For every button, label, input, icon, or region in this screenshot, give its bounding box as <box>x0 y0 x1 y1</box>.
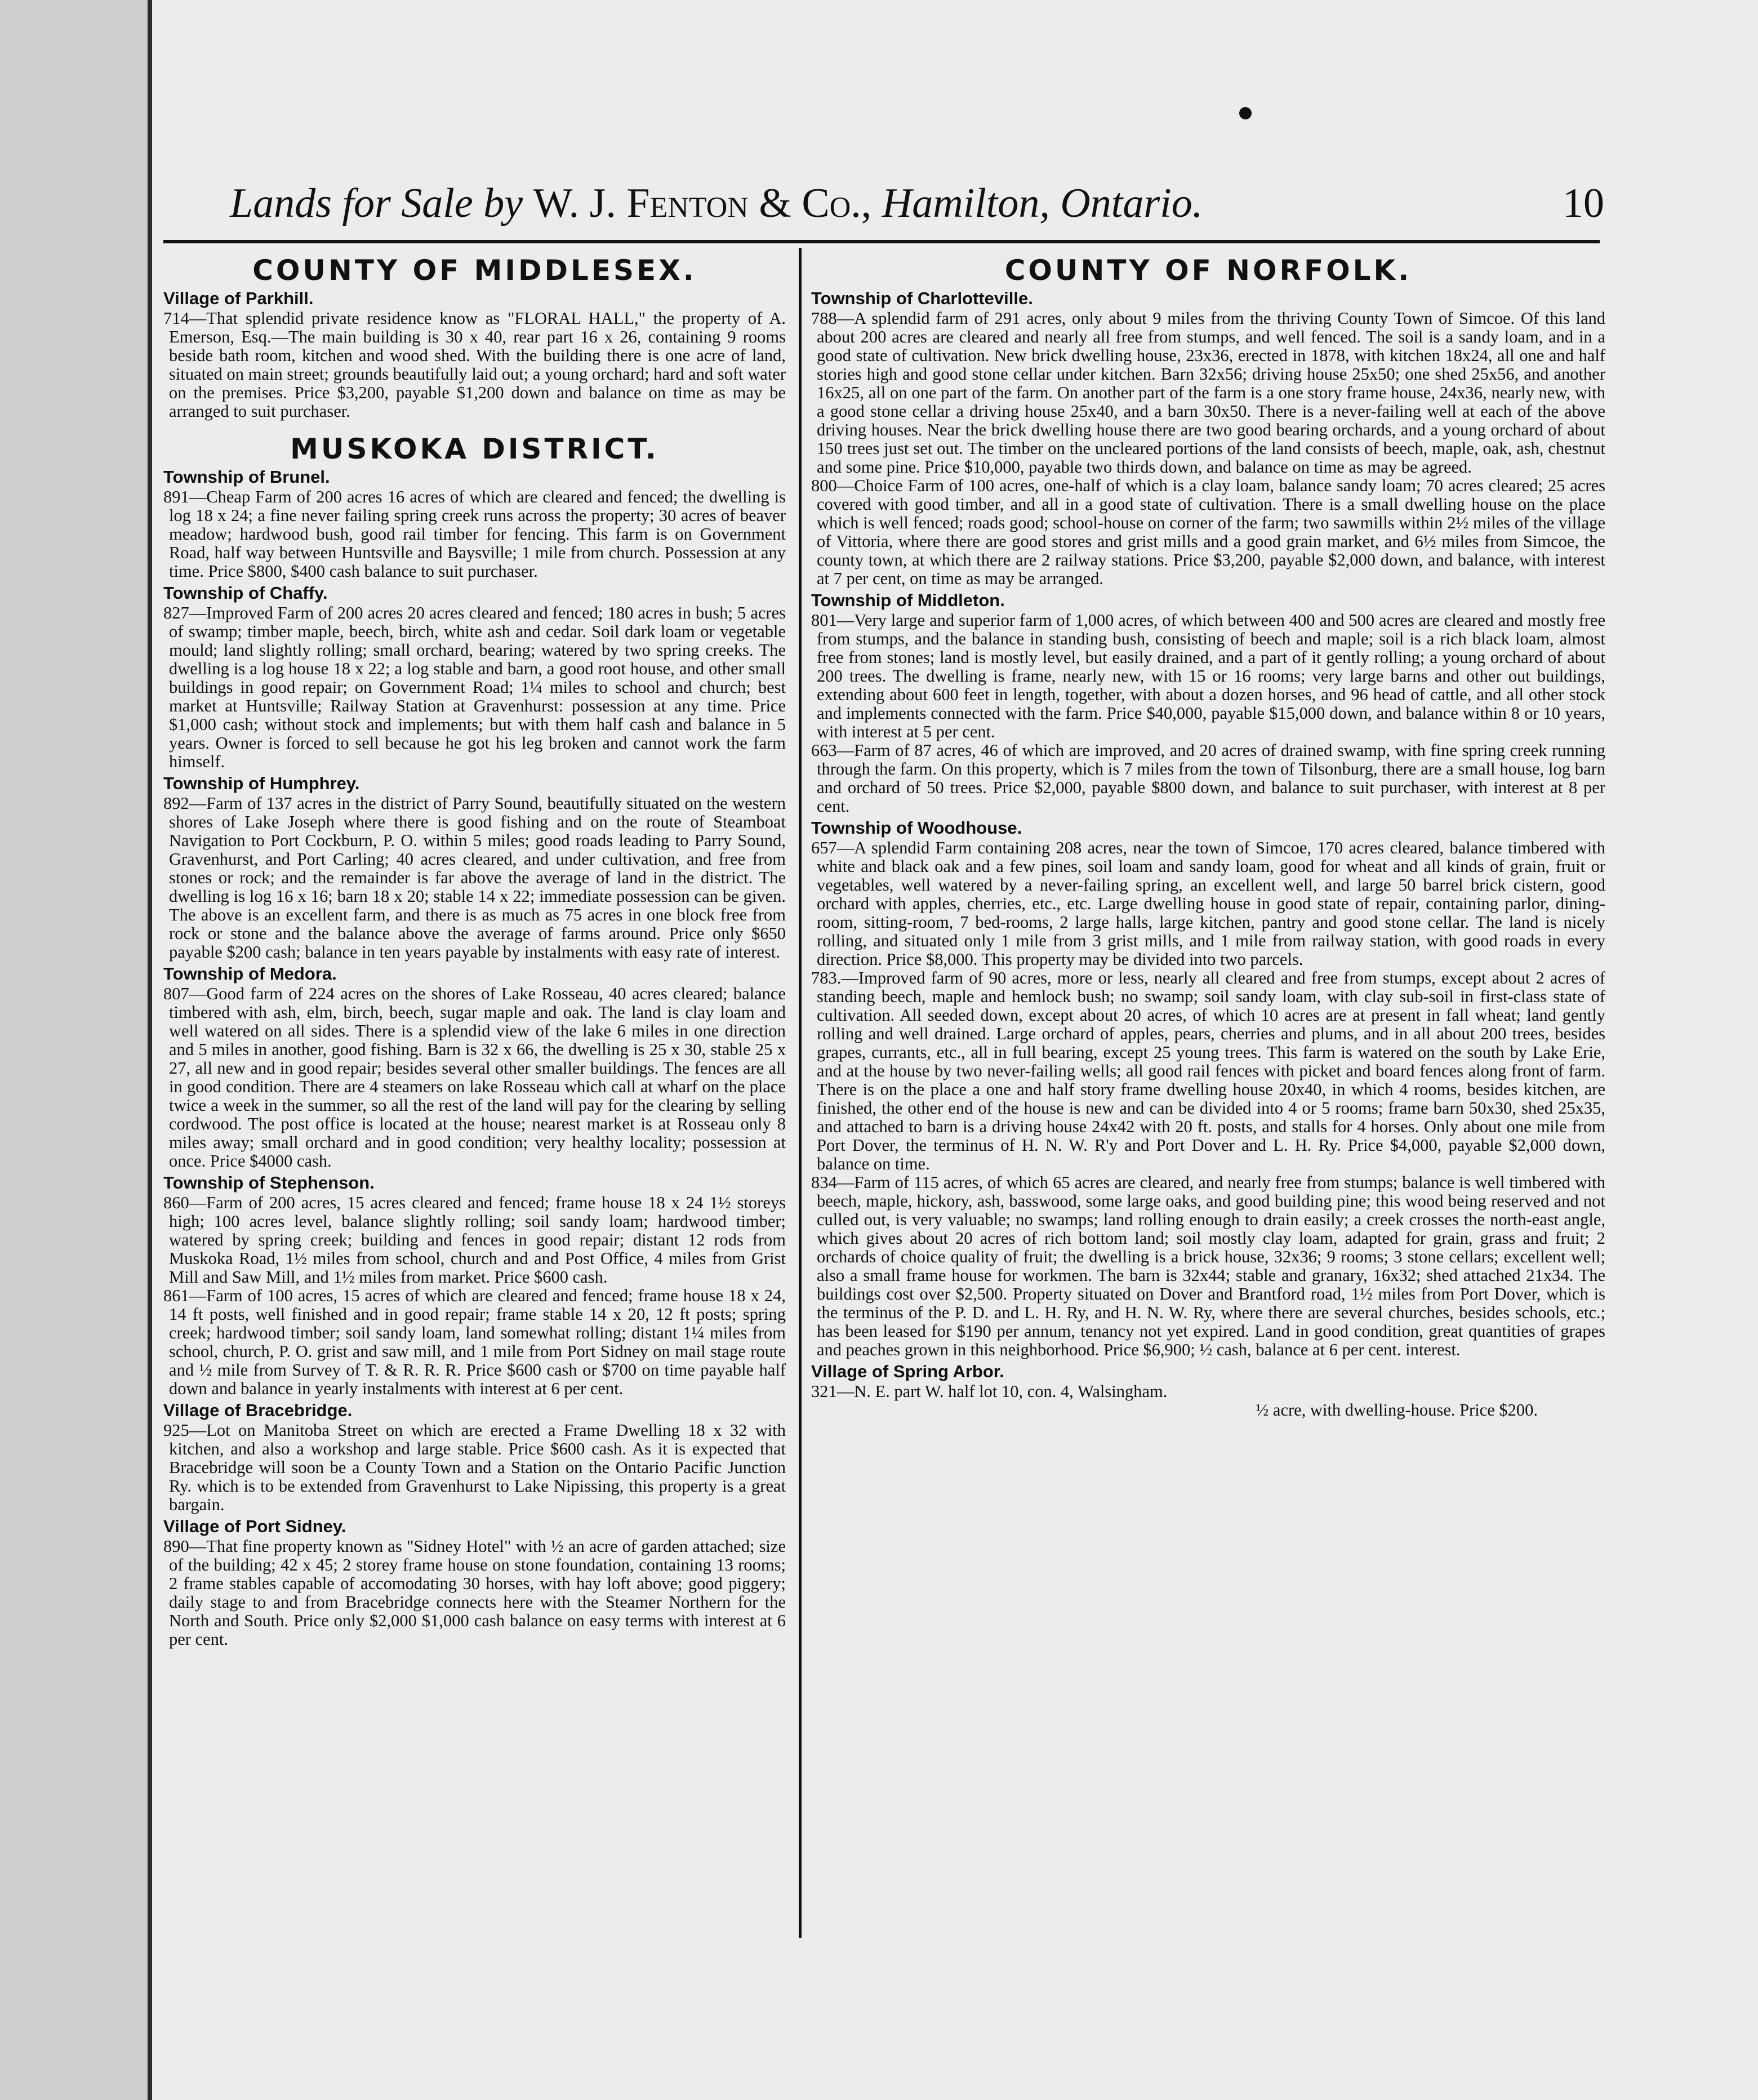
subheading-port-sidney: Village of Port Sidney. <box>163 1516 346 1536</box>
listing-891: 891—Cheap Farm of 200 acres 16 acres of which are cleared and fenced; the dwelling is log 18 x 24; a fine never failing spring creek runs across the property; 30 acres of beaver meadow; hardwood bush, good rail timber for fencing. This farm is on Government Road, half way between Huntsville and Baysville; 1 mile from church. Possession at any time. Price $800, $400 cash balance to suit purchaser. <box>163 487 786 581</box>
header-prefix: Lands for Sale by <box>230 180 523 226</box>
listing-321: 321—N. E. part W. half lot 10, con. 4, Walsingham. <box>811 1382 1168 1401</box>
listing-800: 800—Choice Farm of 100 acres, one-half of which is a clay loam, balance sandy loam; 70 acres cleared; 25 acres covered with good timber, and all in a good state of cultivation. There is a small dwelling house on the place which is well fenced; roads good; school-house on corner of the farm; two sawmills within 2½ miles of the village of Vittoria, where there are good stores and grist mills and a good grain market, and 6½ miles from Simcoe, the county town, at which there are 2 railway stations. Price $3,200, payable $2,000 down, and balance, with interest at 7 per cent, on time as may be arranged. <box>811 476 1605 588</box>
scan-left-border <box>0 0 152 2100</box>
header-place: Hamilton, Ontario. <box>882 180 1203 226</box>
listing-892: 892—Farm of 137 acres in the district of Parry Sound, beautifully situated on the western shores of Lake Joseph where there is good fishing and on the route of Steamboat Navigation to Port Cockburn, P. O. within 5 miles; good roads leading to Parry Sound, Gravenhurst, and Port Carling; 40 acres cleared, and under cultivation, and free from stones or rock; and the remainder is far above the average of land in the district. The dwelling is log 16 x 16; barn 18 x 20; stable 14 x 22; immediate possession can be given. The above is an excellent farm, and there is as much as 75 acres in one block free from rock or stone and the balance above the average of farms around. Price only $650 payable $200 cash; balance in ten years payable by instalments with easy rate of interest. <box>163 794 786 962</box>
subheading-parkhill: Village of Parkhill. <box>163 288 314 308</box>
listing-890: 890—That fine property known as "Sidney Hotel" with ½ an acre of garden attached; size of the building; 42 x 45; 2 storey frame house on stone foundation, containing 13 rooms; 2 frame stables capable of accomodating 30 horses, with hay loft above; good piggery; daily stage to and from Bracebridge connects here with the Steamer Northern for the North and South. Price only $2,000 $1,000 cash balance on easy terms with interest at 6 per cent. <box>163 1537 786 1649</box>
listing-860: 860—Farm of 200 acres, 15 acres cleared and fenced; frame house 18 x 24 1½ storeys high; 100 acres level, balance slightly rolling; soil sandy loam; hardwood timber; watered by spring creek; building and fences in good repair; distant 12 rods from Muskoka Road, 1½ miles from school, church and and Post Office, 4 miles from Grist Mill and Saw Mill, and 1½ miles from market. Price $600 cash. <box>163 1193 786 1287</box>
ink-dot-mark <box>1239 107 1252 119</box>
subheading-stephenson: Township of Stephenson. <box>163 1173 375 1193</box>
column-divider <box>799 248 802 1938</box>
subheading-bracebridge: Village of Bracebridge. <box>163 1400 353 1420</box>
district-heading-muskoka: MUSKOKA DISTRICT. <box>290 433 659 465</box>
subheading-charlotteville: Township of Charlotteville. <box>811 288 1033 308</box>
listing-925: 925—Lot on Manitoba Street on which are erected a Frame Dwelling 18 x 32 with kitchen, and also a workshop and large stable. Price $600 cash. As it is expected that Bracebridge will soon be a County Town and a Station on the Ontario Pacific Junction Ry. which is to be extended from Gravenhurst to Lake Nipissing, this property is a great bargain. <box>163 1421 786 1514</box>
listing-834: 834—Farm of 115 acres, of which 65 acres are cleared, and nearly free from stumps; balance is well timbered with beech, maple, hickory, ash, basswood, some large oaks, and good building pine; this wood being reserved and not culled out, is very valuable; no swamps; land rolling enough to drain easily; a creek crosses the north-east angle, which gives about 20 acres of rich bottom land; soil mostly clay loam, adapted for grain, grass and fruit; 2 orchards of choice quality of fruit; the dwelling is a brick house, 32x36; 9 rooms; 3 stone cellars; excellent well; also a small frame house for workmen. The barn is 32x44; stable and granary, 16x32; shed attached 21x34. The buildings cost over $2,500. Property situated on Dover and Brantford road, 1½ miles from Port Dover, which is the terminus of the P. D. and L. H. Ry, and H. N. W. Ry, where there are several churches, besides schools, etc.; has been leased for $190 per annum, tenancy not yet expired. Land in good condition, great quantities of grapes and peaches grown in this neighborhood. Price $6,900; ½ cash, balance at 6 per cent. interest. <box>811 1173 1605 1359</box>
county-heading-norfolk: COUNTY OF NORFOLK. <box>1004 254 1412 287</box>
page-number: 10 <box>1563 180 1604 226</box>
page-header <box>230 178 1604 229</box>
listing-827: 827—Improved Farm of 200 acres 20 acres cleared and fenced; 180 acres in bush; 5 acres of swamp; timber maple, beech, birch, white ash and cedar. Soil dark loam or vegetable mould; land slightly rolling; small orchard, bearing; watered by two spring creeks. The dwelling is a log house 18 x 22; a log stable and barn, a good root house, and other small buildings in good repair; on Government Road; 1¼ miles to school and church; best market at Huntsville; Railway Station at Gravenhurst: possession at any time. Price $1,000 cash; without stock and implements; but with them half cash and balance in 5 years. Owner is forced to sell because he got his leg broken and cannot work the farm himself. <box>163 603 786 771</box>
right-column <box>811 252 1605 1420</box>
subheading-humphrey: Township of Humphrey. <box>163 773 360 793</box>
subheading-medora: Township of Medora. <box>163 964 337 984</box>
listing-657: 657—A splendid Farm containing 208 acres, near the town of Simcoe, 170 acres cleared, balance timbered with white and black oak and a few pines, soil loam and sandy loam, good for wheat and all kinds of grain, fruit or vegetables, well watered by a never-failing spring, an excellent well, and large 50 barrel brick cistern, good orchard with apples, cherries, etc., etc. Large dwelling house in good state of repair, containing parlor, dining-room, sitting-room, 7 bed-rooms, 2 large halls, large kitchen, pantry and good stone cellar. The land is nicely rolling, and situated only 1 mile from 3 grist mills, and 1 mile from railway station, with good roads in every direction. Price $8,000. This property may be divided into two parcels. <box>811 838 1605 969</box>
listing-801: 801—Very large and superior farm of 1,000 acres, of which between 400 and 500 acres are cleared and mostly free from stumps, and the balance in standing bush, consisting of beech and maple; soil is a rich black loam, almost free from stones; land is mostly level, but easily drained, and a part of it gently rolling; a young orchard of about 200 trees. The dwelling is frame, nearly new, with 15 or 16 rooms; very large barns and other out buildings, extending about 600 feet in length, together, with about a dozen horses, and 96 head of cattle, and all other stock and implements connected with the farm. Price $40,000, payable $15,000 down, and balance within 8 or 10 years, with interest at 5 per cent. <box>811 611 1605 741</box>
left-column <box>163 252 786 1649</box>
scan-edge-rule <box>148 0 152 2100</box>
subheading-middleton: Township of Middleton. <box>811 590 1005 610</box>
listing-861: 861—Farm of 100 acres, 15 acres of which are cleared and fenced; frame house 18 x 24, 14 ft posts, well finished and in good repair; frame stable 14 x 20, 12 ft posts; spring creek; hardwood timber; soil sandy loam, land somewhat rolling; distant 1¼ miles from school, church, P. O. grist and saw mill, and 1 mile from Port Sidney on mail stage route and ½ mile from Survey of T. & R. R. R. Price $600 cash or $700 on time payable half down and balance in yearly instalments with interest at 6 per cent. <box>163 1286 786 1398</box>
subheading-brunel: Township of Brunel. <box>163 467 330 487</box>
listing-714: 714—That splendid private residence know as "FLORAL HALL," the property of A. Emerson, Esq.—The main building is 30 x 40, rear part 16 x 26, containing 9 rooms beside bath room, kitchen and wood shed. With the building there is one acre of land, situated on main street; grounds beautifully laid out; a young orchard; hard and soft water on the premises. Price $3,200, payable $1,200 down and balance on time as may be arranged to suit purchaser. <box>163 309 786 421</box>
county-heading-middlesex: COUNTY OF MIDDLESEX. <box>252 254 697 287</box>
listing-663: 663—Farm of 87 acres, 46 of which are improved, and 20 acres of drained swamp, with fine spring creek running through the farm. On this property, which is 7 miles from the town of Tilsonburg, there are a small house, log barn and orchard of 50 trees. Price $2,000, payable $800 down, and balance to suit purchaser, with interest at 8 per cent. <box>811 741 1605 816</box>
listing-788: 788—A splendid farm of 291 acres, only about 9 miles from the thriving County Town of Simcoe. Of this land about 200 acres are cleared and nearly all free from stumps, and well fenced. The soil is a sandy loam, and in a good state of cultivation. New brick dwelling house, 23x36, erected in 1878, with kitchen 18x24, all one and half stories high and good stone cellar under kitchen. Barn 32x56; driving house 25x50; one shed 25x56, and another 16x25, all on one part of the farm. On another part of the farm is a one story frame house, 24x36, nearly new, with a good stone cellar a driving house 25x40, and a barn 30x50. There is a never-failing well at each of the above driving houses. Near the brick dwelling house there are two good bearing orchards, and a young orchard of about 150 trees just set out. The timber on the uncleared portions of the land consists of beech, maple, oak, ash, chestnut and some pine. Price $10,000, payable two thirds down, and balance on time as may be agreed. <box>811 309 1605 477</box>
listing-807: 807—Good farm of 224 acres on the shores of Lake Rosseau, 40 acres cleared; balance timbered with ash, elm, birch, beech, sugar maple and oak. The land is clay loam and well watered on all sides. There is a splendid view of the lake 6 miles in one direction and 5 miles in another, good fishing. Barn is 32 x 66, the dwelling is 25 x 30, stable 25 x 27, all new and in good repair; besides several other smaller buildings. The fences are all in good condition. There are 4 steamers on lake Rosseau which call at wharf on the place twice a week in the summer, so all the rest of the land will pay for the clearing by selling cordwood. The post office is located at the house; nearest market is at Rosseau only 8 miles away; small orchard and in good condition; very healthy locality; possession at once. Price $4000 cash. <box>163 984 786 1171</box>
subheading-spring-arbor: Village of Spring Arbor. <box>811 1362 1004 1381</box>
subheading-woodhouse: Township of Woodhouse. <box>811 818 1022 838</box>
listing-321-price: ½ acre, with dwelling-house. Price $200. <box>1256 1400 1538 1420</box>
header-firm: W. J. Fenton & Co., <box>533 180 872 226</box>
header-rule <box>163 240 1600 243</box>
subheading-chaffy: Township of Chaffy. <box>163 583 328 603</box>
listing-783: 783.—Improved farm of 90 acres, more or less, nearly all cleared and free from stumps, except about 2 acres of standing beech, maple and hemlock bush; no swamp; soil sandy loam, with clay sub-soil in first-class state of cultivation. All seeded down, except about 20 acres, of which 10 acres are at present in fall wheat; land gently rolling and well drained. Large orchard of apples, pears, cherries and plums, and in all about 200 trees, besides grapes, currants, etc., all in full bearing, except 25 young trees. This farm is watered on the south by Lake Erie, and at the house by two never-failing wells; all good rail fences with picket and board fences along front of farm. There is on the place a one and half story frame dwelling house 20x40, in which 4 rooms, besides kitchen, are finished, the other end of the house is new and can be divided into 4 or 5 rooms; frame barn 50x30, shed 25x35, and attached to barn is a driving house 24x42 with 20 ft. posts, and stalls for 4 horses. Only about one mile from Port Dover, the terminus of H. N. W. R'y and Port Dover and L. H. Ry. Price $4,000, payable $2,000 down, balance on time. <box>811 968 1605 1173</box>
